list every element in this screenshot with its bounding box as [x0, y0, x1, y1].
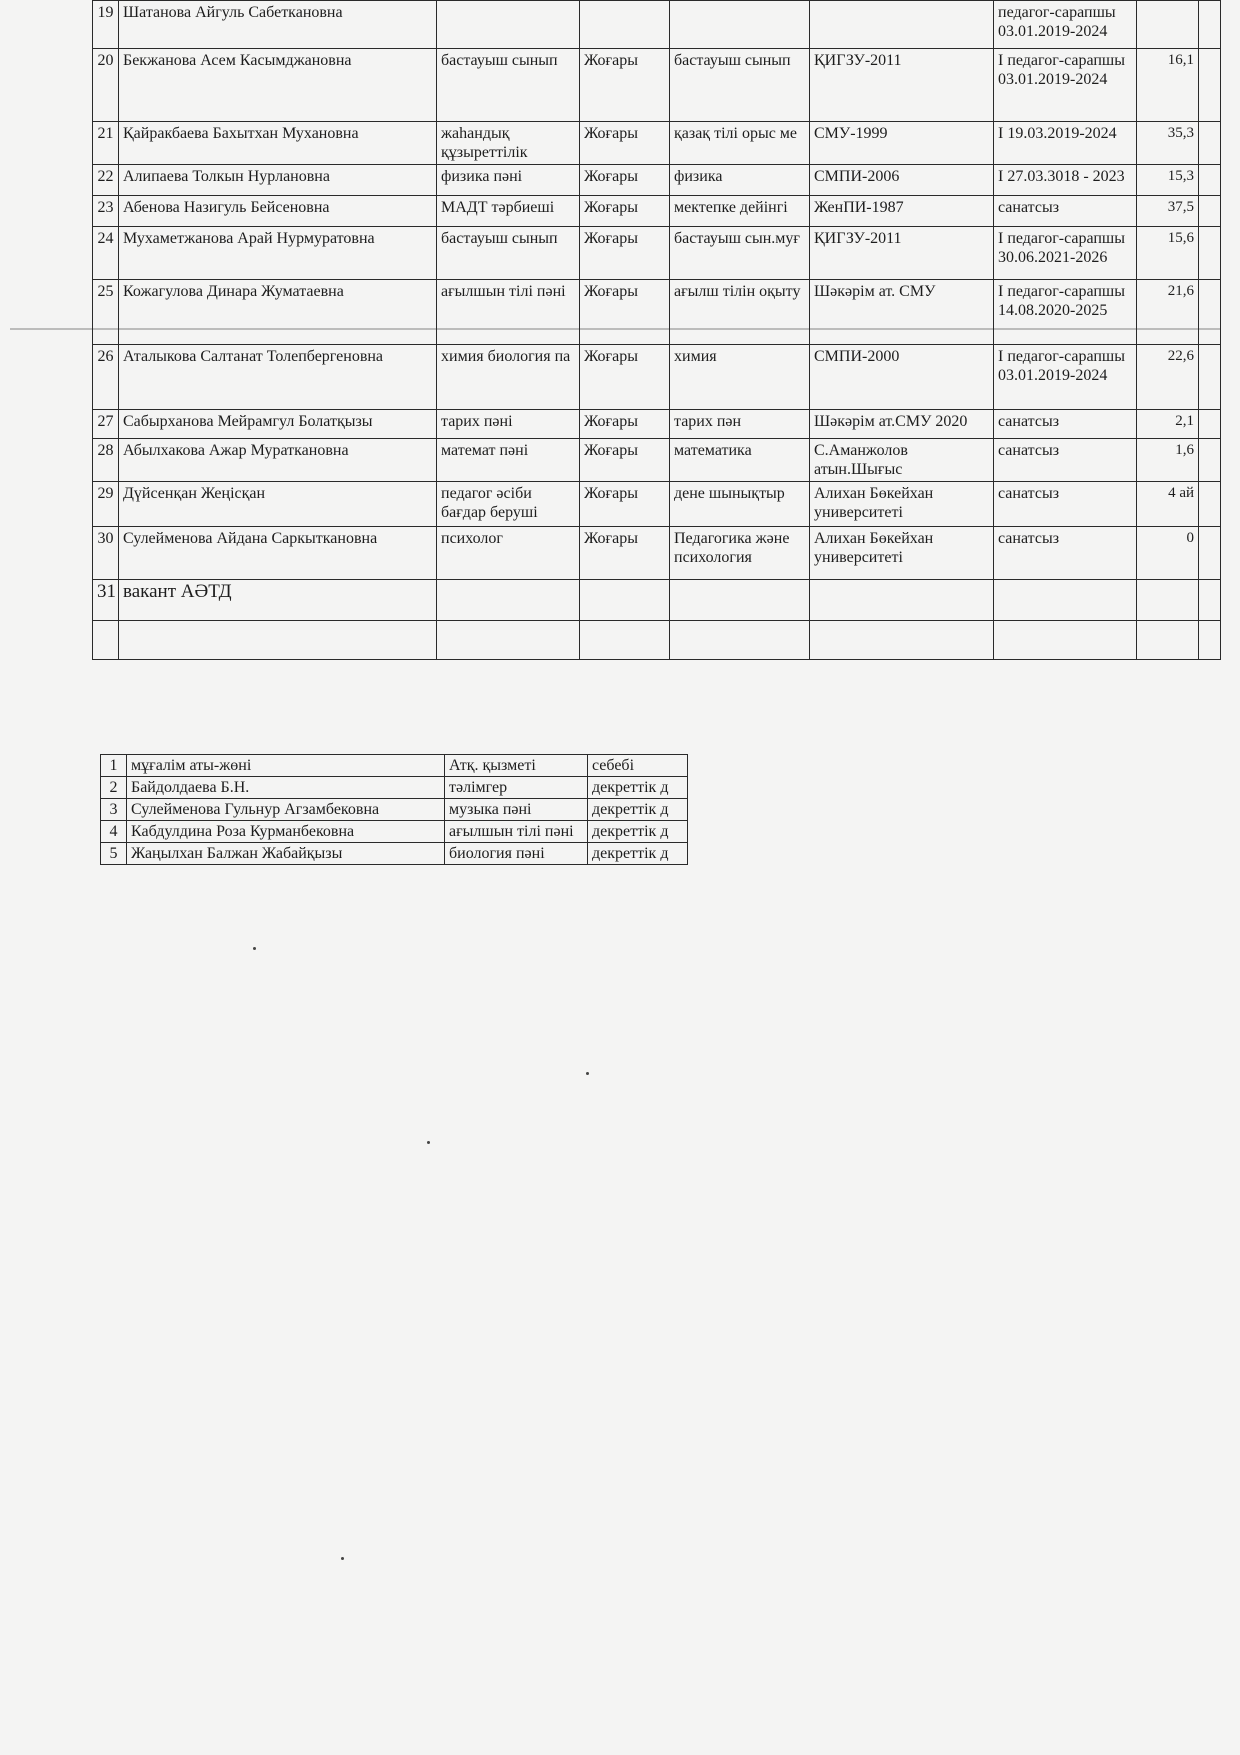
leave-cell-n: 2: [101, 777, 127, 799]
leave-cell-reason: декреттік д: [588, 799, 688, 821]
cell-uni: Алихан Бөкейхан университеті: [810, 482, 994, 527]
cell-name: Абенова Назигуль Бейсеновна: [119, 196, 437, 227]
cell-uni: Шәкәрім ат. СМУ: [810, 280, 994, 345]
cell-n: 30: [93, 527, 119, 580]
cell-empty: [580, 621, 670, 660]
cell-spec: Педагогика және психология: [670, 527, 810, 580]
cell-spec: ағылш тілін оқыту: [670, 280, 810, 345]
cell-spec: химия: [670, 345, 810, 410]
leave-cell-n: 3: [101, 799, 127, 821]
scan-speck: [253, 947, 256, 950]
leave-row: [101, 821, 688, 843]
cell-uni: ЖенПИ-1987: [810, 196, 994, 227]
cell-cat: педагог-сарапшы 03.01.2019-2024: [994, 1, 1137, 49]
cell-edge: [1199, 196, 1221, 227]
cell-n: 20: [93, 49, 119, 122]
cell-yrs: 0: [1137, 527, 1199, 580]
cell-cat: [994, 580, 1137, 621]
cell-edu: Жоғары: [580, 439, 670, 482]
cell-spec: қазақ тілі орыс ме: [670, 122, 810, 165]
table-row: [93, 196, 1221, 227]
cell-spec: физика: [670, 165, 810, 196]
table-row: [93, 227, 1221, 280]
cell-empty: [93, 621, 119, 660]
cell-edu: [580, 580, 670, 621]
cell-role: тарих пәні: [437, 410, 580, 439]
cell-spec: [670, 1, 810, 49]
cell-spec: тарих пән: [670, 410, 810, 439]
cell-uni: [810, 1, 994, 49]
cell-edu: Жоғары: [580, 227, 670, 280]
cell-n: 31: [93, 580, 119, 621]
cell-role: бастауыш сынып: [437, 49, 580, 122]
table-row: [93, 280, 1221, 345]
cell-uni: ҚИГЗУ-2011: [810, 49, 994, 122]
cell-spec: мектепке дейінгі: [670, 196, 810, 227]
leave-cell-role: ағылшын тілі пәні: [445, 821, 588, 843]
cell-edu: [580, 1, 670, 49]
cell-name: Мухаметжанова Арай Нурмуратовна: [119, 227, 437, 280]
cell-role: психолог: [437, 527, 580, 580]
cell-empty: [994, 621, 1137, 660]
cell-edge: [1199, 345, 1221, 410]
cell-edge: [1199, 165, 1221, 196]
cell-cat: І педагог-сарапшы 03.01.2019-2024: [994, 345, 1137, 410]
cell-role: ағылшын тілі пәні: [437, 280, 580, 345]
table-row: [93, 345, 1221, 410]
cell-edu: Жоғары: [580, 165, 670, 196]
table-row: [93, 482, 1221, 527]
cell-cat: І педагог-сарапшы 03.01.2019-2024: [994, 49, 1137, 122]
table-row: [93, 527, 1221, 580]
cell-edge: [1199, 1, 1221, 49]
leave-cell-role: тәлімгер: [445, 777, 588, 799]
table-row: [93, 439, 1221, 482]
cell-edu: Жоғары: [580, 196, 670, 227]
leave-cell-name: Сулейменова Гульнур Агзамбековна: [127, 799, 445, 821]
cell-cat: санатсыз: [994, 527, 1137, 580]
cell-yrs: [1137, 1, 1199, 49]
leave-row: [101, 755, 688, 777]
cell-role: химия биология па: [437, 345, 580, 410]
cell-name: Қайракбаева Бахытхан Мухановна: [119, 122, 437, 165]
cell-yrs: 15,6: [1137, 227, 1199, 280]
cell-edge: [1199, 122, 1221, 165]
table-row: [93, 49, 1221, 122]
cell-cat: І 19.03.2019-2024: [994, 122, 1137, 165]
leave-row: [101, 843, 688, 865]
cell-name: Бекжанова Асем Касымджановна: [119, 49, 437, 122]
cell-yrs: 22,6: [1137, 345, 1199, 410]
leave-cell-role: Атқ. қызметі: [445, 755, 588, 777]
cell-yrs: 35,3: [1137, 122, 1199, 165]
cell-role: математ пәні: [437, 439, 580, 482]
cell-n: 26: [93, 345, 119, 410]
cell-empty: [1199, 621, 1221, 660]
cell-uni: Алихан Бөкейхан университеті: [810, 527, 994, 580]
cell-empty: [1137, 621, 1199, 660]
cell-edge: [1199, 49, 1221, 122]
cell-n: 22: [93, 165, 119, 196]
cell-edge: [1199, 482, 1221, 527]
leave-table: [100, 754, 688, 865]
cell-yrs: 16,1: [1137, 49, 1199, 122]
cell-role: физика пәні: [437, 165, 580, 196]
cell-uni: [810, 580, 994, 621]
cell-role: педагог әсіби бағдар беруші: [437, 482, 580, 527]
cell-n: 27: [93, 410, 119, 439]
table-row: [93, 122, 1221, 165]
cell-spec: дене шынықтыр: [670, 482, 810, 527]
leave-cell-name: Жаңылхан Балжан Жабайқызы: [127, 843, 445, 865]
cell-n: 23: [93, 196, 119, 227]
cell-spec: бастауыш сынып: [670, 49, 810, 122]
cell-n: 25: [93, 280, 119, 345]
cell-role: [437, 580, 580, 621]
table-row: [93, 1, 1221, 49]
cell-yrs: [1137, 580, 1199, 621]
cell-cat: санатсыз: [994, 482, 1137, 527]
leave-cell-reason: себебі: [588, 755, 688, 777]
cell-cat: санатсыз: [994, 196, 1137, 227]
cell-role: МАДТ тәрбиеші: [437, 196, 580, 227]
cell-edu: Жоғары: [580, 280, 670, 345]
table-row: [93, 410, 1221, 439]
cell-edu: Жоғары: [580, 49, 670, 122]
cell-spec: математика: [670, 439, 810, 482]
cell-uni: СМУ-1999: [810, 122, 994, 165]
cell-edge: [1199, 580, 1221, 621]
cell-role: жаһандық құзыреттілік: [437, 122, 580, 165]
table-row-empty: [93, 621, 1221, 660]
leave-cell-n: 5: [101, 843, 127, 865]
cell-yrs: 15,3: [1137, 165, 1199, 196]
leave-cell-name: Кабдулдина Роза Курманбековна: [127, 821, 445, 843]
cell-edu: Жоғары: [580, 122, 670, 165]
cell-n: 19: [93, 1, 119, 49]
cell-edu: Жоғары: [580, 482, 670, 527]
staff-table: [92, 0, 1221, 660]
cell-spec: [670, 580, 810, 621]
cell-name: вакант АӘТД: [119, 580, 437, 621]
cell-uni: СМПИ-2000: [810, 345, 994, 410]
cell-n: 28: [93, 439, 119, 482]
leave-row: [101, 799, 688, 821]
cell-name: Кожагулова Динара Жуматаевна: [119, 280, 437, 345]
cell-role: бастауыш сынып: [437, 227, 580, 280]
leave-cell-role: музыка пәні: [445, 799, 588, 821]
cell-yrs: 2,1: [1137, 410, 1199, 439]
cell-edge: [1199, 527, 1221, 580]
cell-empty: [810, 621, 994, 660]
cell-yrs: 37,5: [1137, 196, 1199, 227]
cell-edge: [1199, 410, 1221, 439]
leave-row: [101, 777, 688, 799]
cell-spec: бастауыш сын.муғ: [670, 227, 810, 280]
cell-n: 21: [93, 122, 119, 165]
cell-uni: С.Аманжолов атын.Шығыс: [810, 439, 994, 482]
cell-name: Сулейменова Айдана Саркыткановна: [119, 527, 437, 580]
cell-cat: І педагог-сарапшы 30.06.2021-2026: [994, 227, 1137, 280]
cell-uni: Шәкәрім ат.СМУ 2020: [810, 410, 994, 439]
table-row: [93, 580, 1221, 621]
cell-name: Шатанова Айгуль Сабеткановна: [119, 1, 437, 49]
scan-speck: [427, 1141, 430, 1144]
cell-empty: [670, 621, 810, 660]
cell-name: Сабырханова Мейрамгул Болатқызы: [119, 410, 437, 439]
cell-empty: [119, 621, 437, 660]
cell-uni: ҚИГЗУ-2011: [810, 227, 994, 280]
table-row: [93, 165, 1221, 196]
leave-cell-reason: декреттік д: [588, 777, 688, 799]
cell-name: Алипаева Толкын Нурлановна: [119, 165, 437, 196]
cell-name: Абылхакова Ажар Мураткановна: [119, 439, 437, 482]
cell-cat: І 27.03.3018 - 2023: [994, 165, 1137, 196]
cell-edge: [1199, 439, 1221, 482]
cell-edge: [1199, 280, 1221, 345]
leave-cell-n: 4: [101, 821, 127, 843]
cell-yrs: 4 ай: [1137, 482, 1199, 527]
leave-cell-role: биология пәні: [445, 843, 588, 865]
leave-cell-n: 1: [101, 755, 127, 777]
cell-name: Аталыкова Салтанат Толепбергеновна: [119, 345, 437, 410]
cell-yrs: 21,6: [1137, 280, 1199, 345]
scan-speck: [586, 1072, 589, 1075]
cell-cat: санатсыз: [994, 439, 1137, 482]
leave-cell-reason: декреттік д: [588, 821, 688, 843]
cell-cat: І педагог-сарапшы 14.08.2020-2025: [994, 280, 1137, 345]
scan-speck: [341, 1557, 344, 1560]
cell-role: [437, 1, 580, 49]
cell-name: Дүйсенқан Жеңісқан: [119, 482, 437, 527]
cell-cat: санатсыз: [994, 410, 1137, 439]
cell-edge: [1199, 227, 1221, 280]
leave-cell-reason: декреттік д: [588, 843, 688, 865]
cell-edu: Жоғары: [580, 527, 670, 580]
cell-n: 24: [93, 227, 119, 280]
cell-uni: СМПИ-2006: [810, 165, 994, 196]
leave-cell-name: Байдолдаева Б.Н.: [127, 777, 445, 799]
cell-edu: Жоғары: [580, 345, 670, 410]
cell-yrs: 1,6: [1137, 439, 1199, 482]
cell-n: 29: [93, 482, 119, 527]
cell-edu: Жоғары: [580, 410, 670, 439]
leave-cell-name: мұғалім аты-жөні: [127, 755, 445, 777]
cell-empty: [437, 621, 580, 660]
